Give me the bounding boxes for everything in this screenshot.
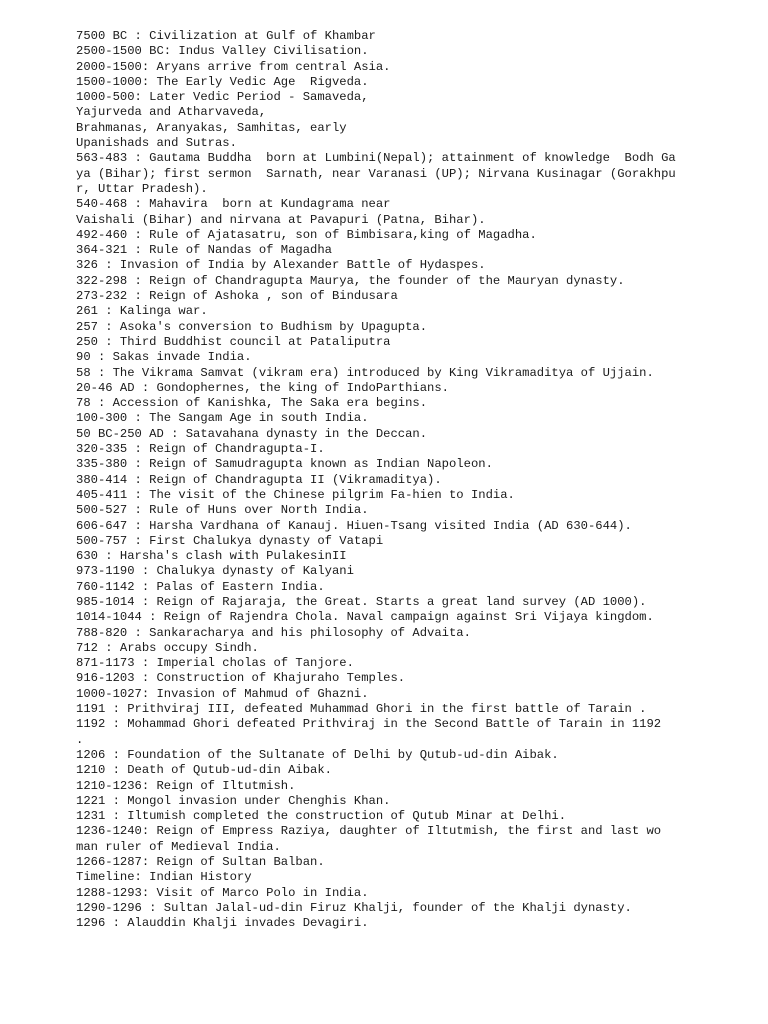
text-line: 364-321 : Rule of Nandas of Magadha	[76, 243, 332, 258]
text-line: 326 : Invasion of India by Alexander Battle of Hydaspes.	[76, 258, 486, 273]
text-line: 1000-500: Later Vedic Period - Samaveda,	[76, 90, 369, 105]
text-line: Timeline: Indian History	[76, 870, 252, 885]
text-line: 250 : Third Buddhist council at Pataliputra	[76, 334, 391, 349]
document-text	[76, 29, 676, 932]
text-line: 320-335 : Reign of Chandragupta-I.	[76, 442, 325, 457]
text-line: 405-411 : The visit of the Chinese pilgrim Fa-hien to India.	[76, 487, 515, 502]
text-line: 1014-1044 : Reign of Rajendra Chola. Naval campaign against Sri Vijaya kingdom.	[76, 610, 654, 625]
text-line: 1500-1000: The Early Vedic Age Rigveda.	[76, 74, 369, 89]
text-line: 1210 : Death of Qutub-ud-din Aibak.	[76, 763, 332, 778]
text-line: 7500 BC : Civilization at Gulf of Khambar	[76, 29, 376, 43]
text-line: Brahmanas, Aranyakas, Samhitas, early	[76, 120, 347, 135]
text-line: 1191 : Prithviraj III, defeated Muhammad Ghori in the first battle of Tarain .	[76, 702, 647, 717]
text-line: 1210-1236: Reign of Iltutmish.	[76, 778, 296, 793]
text-line: 760-1142 : Palas of Eastern India.	[76, 579, 325, 594]
text-line: 1290-1296 : Sultan Jalal-ud-din Firuz Khalji, founder of the Khalji dynasty.	[76, 900, 632, 915]
text-line: 273-232 : Reign of Ashoka , son of Bindusara	[76, 289, 398, 304]
text-line: 492-460 : Rule of Ajatasatru, son of Bimbisara,king of Magadha.	[76, 227, 537, 242]
text-line: 788-820 : Sankaracharya and his philosophy of Advaita.	[76, 625, 471, 640]
text-line: .	[76, 732, 84, 747]
text-line: 380-414 : Reign of Chandragupta II (Vikramaditya).	[76, 472, 442, 487]
text-line: 1221 : Mongol invasion under Chenghis Khan.	[76, 793, 391, 808]
text-line: 540-468 : Mahavira born at Kundagrama near	[76, 197, 391, 212]
text-line: 712 : Arabs occupy Sindh.	[76, 640, 259, 655]
text-line: 90 : Sakas invade India.	[76, 350, 252, 365]
text-line: ya (Bihar); first sermon Sarnath, near Varanasi (UP); Nirvana Kusinagar (Gorakhpu	[76, 166, 676, 181]
text-line: 261 : Kalinga war.	[76, 304, 208, 319]
text-line: 335-380 : Reign of Samudragupta known as Indian Napoleon.	[76, 457, 493, 472]
text-line: man ruler of Medieval India.	[76, 839, 281, 854]
text-line: 985-1014 : Reign of Rajaraja, the Great. Starts a great land survey (AD 1000).	[76, 594, 647, 609]
text-line: 500-757 : First Chalukya dynasty of Vatapi	[76, 533, 384, 548]
text-line: 2000-1500: Aryans arrive from central Asia.	[76, 59, 391, 74]
text-line: 1236-1240: Reign of Empress Raziya, daughter of Iltutmish, the first and last wo	[76, 824, 662, 839]
text-line: 1266-1287: Reign of Sultan Balban.	[76, 855, 325, 870]
text-line: 871-1173 : Imperial cholas of Tanjore.	[76, 656, 354, 671]
text-line: r, Uttar Pradesh).	[76, 181, 208, 196]
text-line: 100-300 : The Sangam Age in south India.	[76, 411, 369, 426]
text-line: 1288-1293: Visit of Marco Polo in India.	[76, 885, 369, 900]
text-line: 563-483 : Gautama Buddha born at Lumbini(Nepal); attainment of knowledge Bodh Ga	[76, 151, 676, 166]
text-line: 1206 : Foundation of the Sultanate of Delhi by Qutub-ud-din Aibak.	[76, 747, 559, 762]
text-line: 1296 : Alauddin Khalji invades Devagiri.	[76, 916, 369, 931]
text-line: Yajurveda and Atharvaveda,	[76, 105, 267, 120]
text-line: 500-527 : Rule of Huns over North India.	[76, 503, 369, 518]
text-line: 322-298 : Reign of Chandragupta Maurya, the founder of the Mauryan dynasty.	[76, 273, 625, 288]
text-line: 1192 : Mohammad Ghori defeated Prithviraj in the Second Battle of Tarain in 1192	[76, 717, 662, 732]
text-line: 1231 : Iltumish completed the construction of Qutub Minar at Delhi.	[76, 809, 567, 824]
text-line: 973-1190 : Chalukya dynasty of Kalyani	[76, 564, 354, 579]
text-line: 916-1203 : Construction of Khajuraho Temples.	[76, 671, 406, 686]
text-line: 257 : Asoka's conversion to Budhism by Upagupta.	[76, 319, 428, 334]
text-line: 630 : Harsha's clash with PulakesinII	[76, 549, 347, 564]
text-line: 2500-1500 BC: Indus Valley Civilisation.	[76, 44, 369, 59]
text-line: 50 BC-250 AD : Satavahana dynasty in the Deccan.	[76, 426, 428, 441]
text-line: 58 : The Vikrama Samvat (vikram era) introduced by King Vikramaditya of Ujjain.	[76, 365, 654, 380]
text-line: 78 : Accession of Kanishka, The Saka era begins.	[76, 396, 428, 411]
text-line: Vaishali (Bihar) and nirvana at Pavapuri (Patna, Bihar).	[76, 212, 486, 227]
text-line: 20-46 AD : Gondophernes, the king of IndoParthians.	[76, 380, 449, 395]
text-line: Upanishads and Sutras.	[76, 136, 237, 151]
text-line: 1000-1027: Invasion of Mahmud of Ghazni.	[76, 686, 369, 701]
text-line: 606-647 : Harsha Vardhana of Kanauj. Hiuen-Tsang visited India (AD 630-644).	[76, 518, 632, 533]
